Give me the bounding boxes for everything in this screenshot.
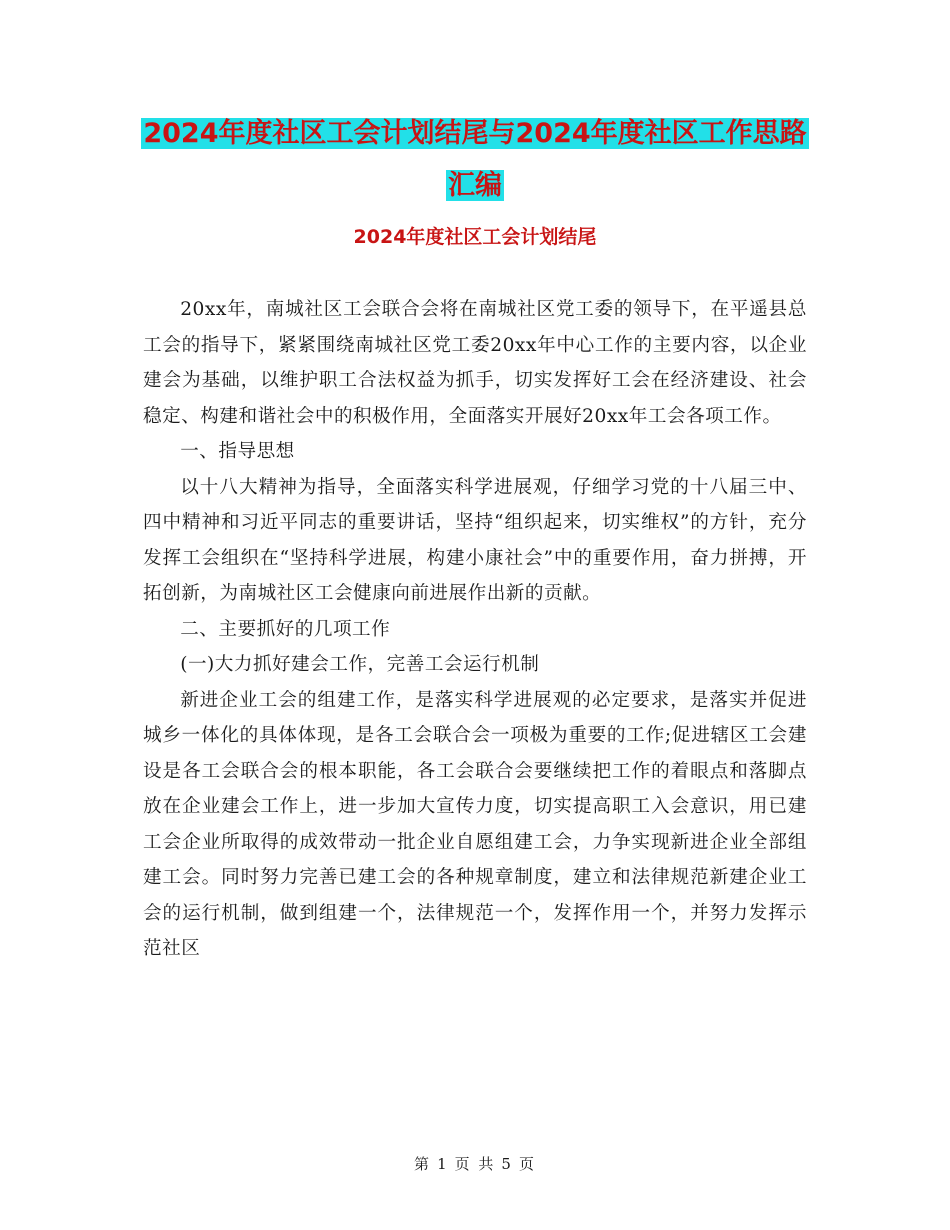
heading-guiding-thought: 一、指导思想 [180, 441, 295, 462]
footer-middle: 页 共 [454, 1155, 496, 1173]
page-number-footer [0, 1153, 950, 1174]
paragraph-guiding-thought: 以十八大精神为指导，全面落实科学进展观，仔细学习党的十八届三中、四中精神和习近平同志的重要讲话，坚持“组织起来，切实维权”的方针，充分发挥工会组织在“坚持科学进展，构建小康社会”中的重要作用，奋力拼搏，开拓创新，为南城社区工会健康向前进展作出新的贡献。 [143, 476, 807, 604]
title-line-1: 2024年度社区工会计划结尾与2024年度社区工作思路 [143, 118, 807, 149]
footer-total-pages: 5 [501, 1155, 513, 1173]
document-body [143, 292, 807, 967]
footer-page-number: 1 [437, 1155, 449, 1173]
paragraph-task-1: 新进企业工会的组建工作，是落实科学进展观的必定要求，是落实并促进城乡一体化的具体体现，是各工会联合会一项极为重要的工作;促进辖区工会建设是各工会联合会的根本职能，各工会联合会要继续把工作的着眼点和落脚点放在企业建会工作上，进一步加大宣传力度，切实提高职工入会意识，用已建工会企业所取得的成效带动一批企业自愿组建工会，力争实现新进企业全部组建工会。同时努力完善已建工会的各种规章制度，建立和法律规范新建企业工会的运行机制，做到组建一个，法律规范一个，发挥作用一个，并努力发挥示范社区 [143, 689, 807, 959]
subheading-task-1: (一)大力抓好建会工作，完善工会运行机制 [180, 654, 540, 675]
paragraph-intro: 20xx年，南城社区工会联合会将在南城社区党工委的领导下，在平遥县总工会的指导下，紧紧围绕南城社区党工委20xx年中心工作的主要内容，以企业建会为基础，以维护职工合法权益为抓手，切实发挥好工会在经济建设、社会稳定、构建和谐社会中的积极作用，全面落实开展好20xx年工会各项工作。 [143, 299, 807, 427]
section-title: 2024年度社区工会计划结尾 [353, 226, 597, 248]
heading-main-tasks: 二、主要抓好的几项工作 [180, 618, 391, 640]
footer-prefix: 第 [414, 1155, 432, 1173]
footer-suffix: 页 [518, 1155, 536, 1173]
document-title [0, 108, 950, 212]
title-line-2: 汇编 [448, 170, 502, 201]
